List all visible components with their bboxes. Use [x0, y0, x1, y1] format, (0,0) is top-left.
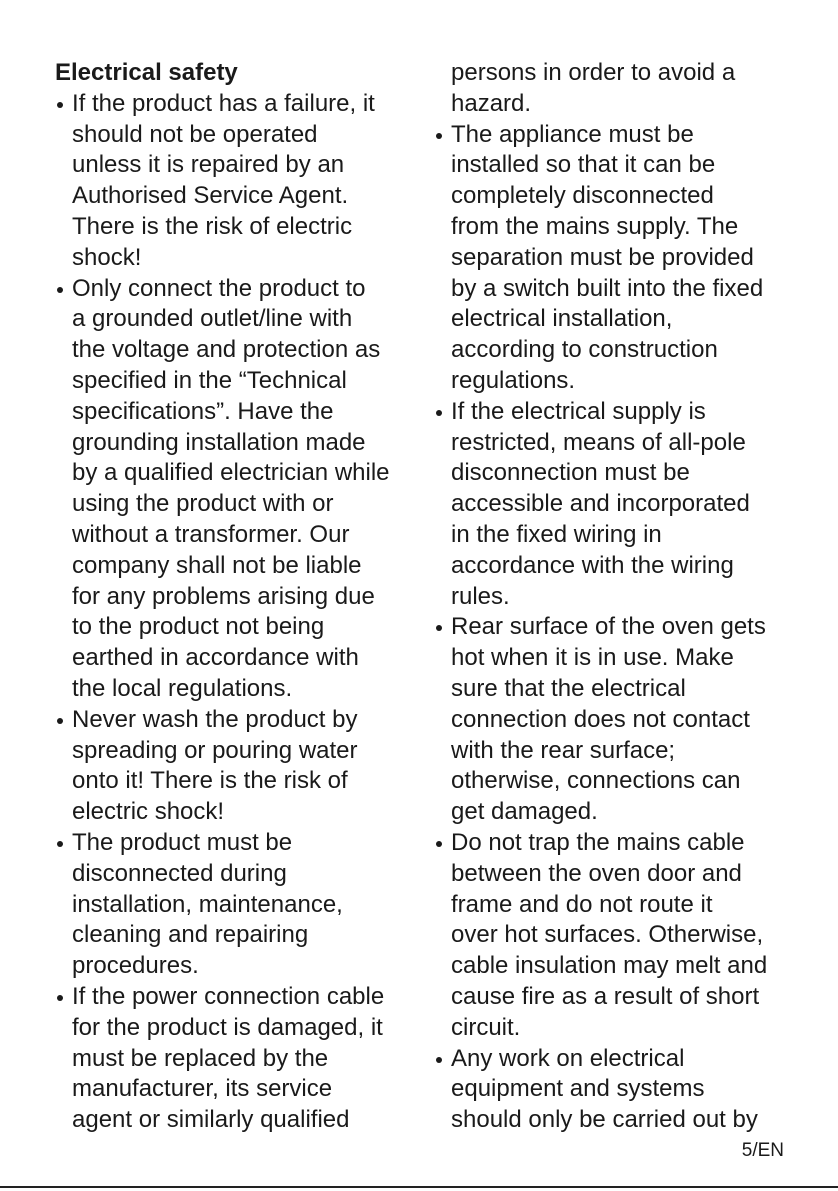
bullet-line: cause fire as a result of short [451, 982, 760, 1010]
bullet-line: procedures. [72, 952, 199, 980]
bullet-item [434, 58, 794, 120]
bullet-line: hazard. [451, 89, 532, 117]
bullet-line: to the product not being [72, 613, 325, 641]
bullet-item [434, 612, 794, 828]
bullet-line: specifications”. Have the [72, 397, 334, 425]
bullet-line: between the oven door and [451, 859, 742, 887]
bullet-line: according to construction [451, 336, 718, 364]
bullet-line: onto it! There is the risk of [72, 767, 348, 795]
bullet-line: a grounded outlet/line with [72, 305, 353, 333]
bullet-line: If the power connection cable [72, 982, 385, 1010]
left-column [55, 58, 415, 1136]
bottom-rule [0, 1186, 838, 1188]
bullet-line: connection does not contact [451, 705, 750, 733]
bullet-line: from the mains supply. The [451, 212, 739, 240]
bullet-line: Only connect the product to [72, 274, 366, 302]
bullet-line: the voltage and protection as [72, 336, 381, 364]
bullet-line: get damaged. [451, 798, 598, 826]
bullet-line: Do not trap the mains cable [451, 828, 745, 856]
bullet-line: manufacturer, its service [72, 1075, 333, 1103]
bullet-line: cleaning and repairing [72, 921, 309, 949]
section-heading: Electrical safety [55, 59, 238, 86]
bullet-line: spreading or pouring water [72, 736, 358, 764]
bullet-line: installed so that it can be [451, 151, 716, 179]
bullet-line: in the fixed wiring in [451, 520, 662, 548]
bullet-line: Never wash the product by [72, 705, 358, 733]
bullet-line: If the product has a failure, it [72, 89, 375, 117]
bullet-line: specified in the “Technical [72, 366, 347, 394]
bullet-line: with the rear surface; [451, 736, 676, 764]
bullet-line: Any work on electrical [451, 1044, 685, 1072]
bullet-line: should only be carried out by [451, 1106, 758, 1134]
bullet-line: Rear surface of the oven gets [451, 613, 766, 641]
bullet-line: without a transformer. Our [72, 520, 350, 548]
bullet-line: otherwise, connections can [451, 767, 741, 795]
bullet-line: rules. [451, 582, 510, 610]
bullet-line: the local regulations. [72, 674, 293, 702]
bullet-line: hot when it is in use. Make [451, 644, 734, 672]
bullet-list-right [434, 58, 794, 1136]
bullet-line: There is the risk of electric [72, 212, 353, 240]
bullet-item [55, 274, 415, 705]
bullet-line: disconnected during [72, 859, 287, 887]
bullet-line: sure that the electrical [451, 674, 686, 702]
bullet-line: The product must be [72, 828, 293, 856]
bullet-line: regulations. [451, 366, 576, 394]
bullet-line: separation must be provided [451, 243, 754, 271]
bullet-line: shock! [72, 243, 142, 271]
right-column [434, 58, 794, 1136]
bullet-line: frame and do not route it [451, 890, 713, 918]
bullet-line: restricted, means of all-pole [451, 428, 746, 456]
bullet-line: by a qualified electrician while [72, 459, 390, 487]
bullet-list-left [55, 89, 415, 1136]
bullet-line: electrical installation, [451, 305, 673, 333]
bullet-line: equipment and systems [451, 1075, 705, 1103]
bullet-item [434, 120, 794, 397]
bullet-line: over hot surfaces. Otherwise, [451, 921, 764, 949]
bullet-line: company shall not be liable [72, 551, 362, 579]
bullet-line: earthed in accordance with [72, 644, 359, 672]
bullet-line: accordance with the wiring [451, 551, 734, 579]
bullet-line: circuit. [451, 1013, 521, 1041]
bullet-item [434, 1044, 794, 1136]
bullet-item [55, 705, 415, 828]
bullet-line: Authorised Service Agent. [72, 182, 349, 210]
bullet-line: unless it is repaired by an [72, 151, 345, 179]
bullet-line: for the product is damaged, it [72, 1013, 383, 1041]
bullet-line: accessible and incorporated [451, 490, 750, 518]
bullet-line: disconnection must be [451, 459, 690, 487]
bullet-item [55, 89, 415, 274]
bullet-line: persons in order to avoid a [451, 59, 736, 86]
bullet-line: using the product with or [72, 490, 334, 518]
bullet-line: cable insulation may melt and [451, 952, 768, 980]
bullet-item [55, 828, 415, 982]
bullet-line: must be replaced by the [72, 1044, 329, 1072]
bullet-line: The appliance must be [451, 120, 694, 148]
bullet-line: grounding installation made [72, 428, 366, 456]
bullet-line: should not be operated [72, 120, 318, 148]
bullet-item [434, 397, 794, 613]
bullet-line: If the electrical supply is [451, 397, 706, 425]
bullet-line: agent or similarly qualified [72, 1106, 350, 1134]
bullet-line: completely disconnected [451, 182, 714, 210]
bullet-line: for any problems arising due [72, 582, 375, 610]
page-number: 5/EN [741, 1140, 784, 1161]
bullet-line: by a switch built into the fixed [451, 274, 764, 302]
bullet-item [434, 828, 794, 1044]
bullet-item [55, 982, 415, 1136]
bullet-line: electric shock! [72, 798, 225, 826]
bullet-line: installation, maintenance, [72, 890, 343, 918]
